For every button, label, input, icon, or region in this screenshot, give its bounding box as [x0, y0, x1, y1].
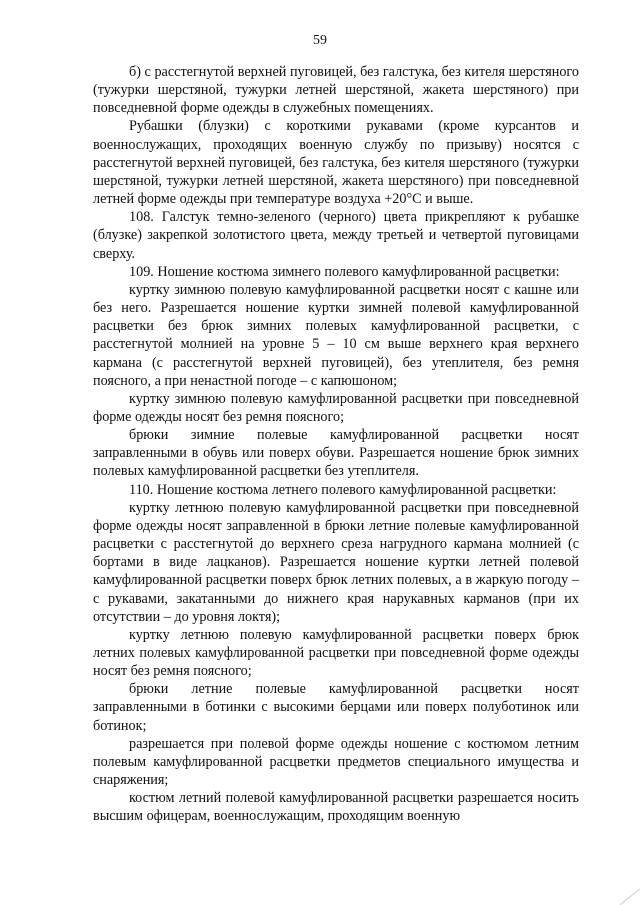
- paragraph: брюки зимние полевые камуфлированной расцветки носят заправленными в обувь или поверх обуви. Разрешается ношение брюк зимних полевых камуфлированной расцветки без утеплителя.: [93, 427, 579, 480]
- paragraph: б) с расстегнутой верхней пуговицей, без галстука, без кителя шерстяного (тужурки шерстяной, тужурки летней шерстяной, жакета шерстяного) при повседневной форме одежды в служебных помещениях.: [93, 64, 579, 117]
- document-body: [93, 63, 579, 826]
- paragraph: 108. Галстук темно-зеленого (черного) цвета прикрепляют к рубашке (блузке) закрепкой золотистого цвета, между третьей и четвертой пуговицами сверху.: [93, 209, 579, 262]
- paragraph: куртку зимнюю полевую камуфлированной расцветки при повседневной форме одежды носят без ремня поясного;: [93, 390, 579, 425]
- paragraph: Рубашки (блузки) с короткими рукавами (кроме курсантов и военнослужащих, проходящих военную службу по призыву) носятся с расстегнутой верхней пуговицей, без галстука, без кителя шерстяного (тужурки шерстяной, тужурки летней шерстяной, жакета шерстяного) при повседневной летней форме одежды при температуре воздуха +20°С и выше.: [93, 118, 579, 208]
- scan-corner-mark: [580, 865, 640, 905]
- paragraph: брюки летние полевые камуфлированной расцветки носят заправленными в ботинки с высокими берцами или поверх полуботинок или ботинок;: [93, 681, 579, 734]
- paragraph: разрешается при полевой форме одежды ношение с костюмом летним полевым камуфлированной расцветки предметов специального имущества и снаряжения;: [93, 735, 579, 789]
- paragraph: куртку летнюю полевую камуфлированной расцветки поверх брюк летних полевых камуфлированной расцветки при повседневной форме одежды носят без ремня поясного;: [93, 626, 579, 680]
- paragraph: 109. Ношение костюма зимнего полевого камуфлированной расцветки:: [129, 263, 560, 280]
- page-number: 59: [313, 33, 327, 48]
- paragraph: куртку зимнюю полевую камуфлированной расцветки носят с кашне или без него. Разрешается ношение куртки зимней полевой камуфлированной расцветки без брюк зимних полевых камуфлированной расцветки, с расстегнутой молнией на уровне 5 – 10 см выше верхнего края верхнего кармана (с расстегнутой верхней пуговицей), без утеплителя, без ремня поясного, а при ненастной погоде – с капюшоном;: [93, 281, 579, 389]
- paragraph: куртку летнюю полевую камуфлированной расцветки при повседневной форме одежды носят заправленной в брюки летние полевые камуфлированной расцветки с расстегнутой до верхнего среза нагрудного кармана молнией (с бортами в виде лацканов). Разрешается ношение куртки летней полевой камуфлированной расцветки поверх брюк летних полевых, а в жаркую погоду – с рукавами, закатанными до нижнего края нарукавных карманов (при их отсутствии – до уровня локтя);: [93, 499, 579, 625]
- paragraph: костюм летний полевой камуфлированной расцветки разрешается носить высшим офицерам, военнослужащим, проходящим военную: [93, 790, 579, 825]
- paragraph: 110. Ношение костюма летнего полевого камуфлированной расцветки:: [129, 481, 557, 498]
